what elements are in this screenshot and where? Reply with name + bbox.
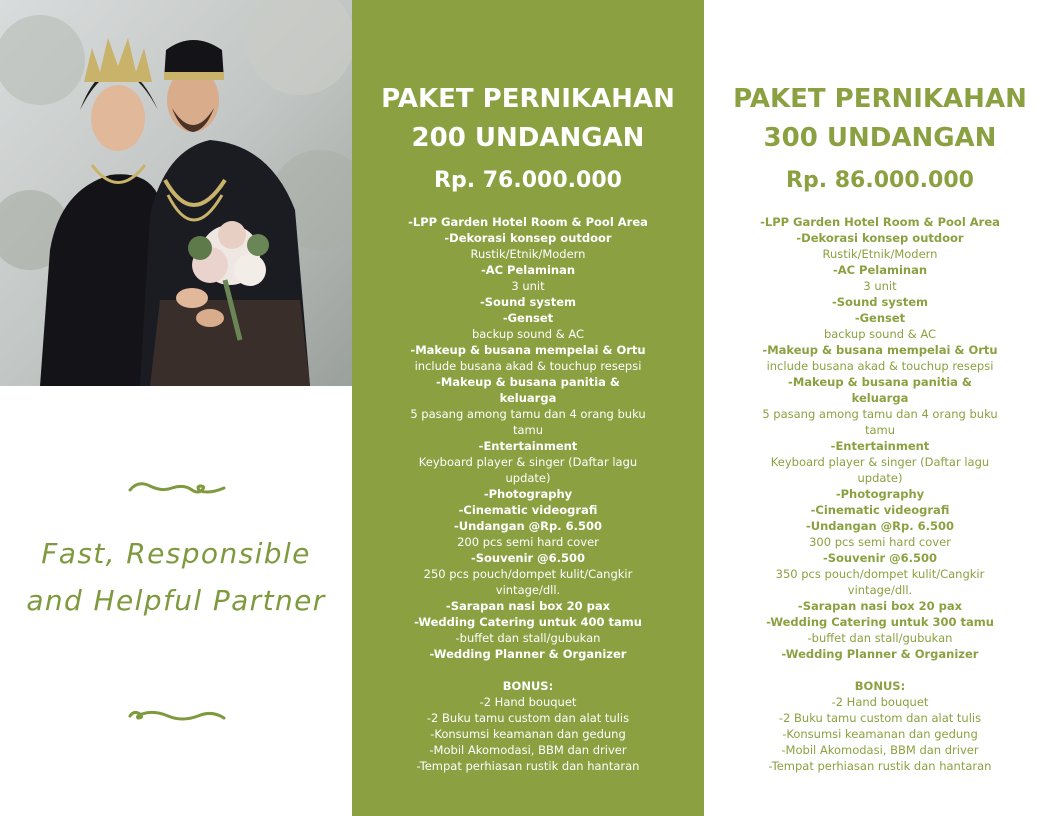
package-items-list [760, 214, 1000, 774]
package-title-line-2: 300 UNDANGAN [763, 123, 997, 153]
package-item: 5 pasang among tamu dan 4 orang buku tamu [762, 407, 998, 437]
bonus-item: -2 Buku tamu custom dan alat tulis [778, 711, 982, 725]
package-item: -Photography [483, 487, 573, 501]
package-item: -Genset [502, 311, 554, 325]
package-title-line-1: PAKET PERNIKAHAN [381, 84, 675, 114]
package-item: 3 unit [863, 279, 897, 293]
bonus-item: -2 Buku tamu custom dan alat tulis [426, 711, 630, 725]
package-item: -LPP Garden Hotel Room & Pool Area [408, 215, 648, 229]
package-price: Rp. 86.000.000 [786, 168, 974, 193]
package-item: -Dekorasi konsep outdoor [796, 231, 964, 245]
package-item: -Dekorasi konsep outdoor [444, 231, 612, 245]
bonus-item: -Tempat perhiasan rustik dan hantaran [768, 759, 992, 773]
package-item: include busana akad & touchup resepsi [414, 359, 642, 373]
package-item: 3 unit [511, 279, 545, 293]
package-item: include busana akad & touchup resepsi [766, 359, 994, 373]
package-item: -Sarapan nasi box 20 pax [797, 599, 963, 613]
package-item: 300 pcs semi hard cover [809, 535, 951, 549]
package-item: -AC Pelaminan [832, 263, 928, 277]
package-item: -Makeup & busana mempelai & Ortu [762, 343, 998, 357]
package-item: -Souvenir @6.500 [822, 551, 938, 565]
package-item: 250 pcs pouch/dompet kulit/Cangkir vintage/dll. [423, 567, 633, 597]
bonus-item: -Tempat perhiasan rustik dan hantaran [416, 759, 640, 773]
package-item: -Entertainment [478, 439, 578, 453]
package-title [352, 80, 704, 158]
package-item: backup sound & AC [471, 327, 585, 341]
bonus-item: -Mobil Akomodasi, BBM dan driver [781, 743, 979, 757]
package-item: -Makeup & busana panitia & keluarga [436, 375, 620, 405]
wedding-couple-photo [0, 0, 353, 386]
flourish-ornament-top [128, 478, 226, 496]
bonus-item: -Konsumsi keamanan dan gedung [782, 727, 978, 741]
package-item: -Makeup & busana panitia & keluarga [788, 375, 972, 405]
tagline-line-2: and Helpful Partner [26, 584, 326, 617]
package-item: -Sound system [479, 295, 577, 309]
package-item: -Undangan @Rp. 6.500 [806, 519, 954, 533]
package-item: -AC Pelaminan [480, 263, 576, 277]
package-item: 5 pasang among tamu dan 4 orang buku tamu [410, 407, 646, 437]
spacer [408, 662, 648, 678]
package-item: -Wedding Catering untuk 400 tamu [414, 615, 642, 629]
left-panel [0, 0, 352, 816]
bonus-item: -2 Hand bouquet [831, 695, 929, 709]
tagline [0, 530, 352, 624]
bonus-label: BONUS: [502, 679, 554, 693]
package-300-panel [704, 0, 1056, 816]
package-200-panel [352, 0, 704, 816]
bonus-item: -2 Hand bouquet [479, 695, 577, 709]
package-price: Rp. 76.000.000 [434, 168, 622, 193]
package-item: -Cinematic videografi [458, 503, 598, 517]
package-item: Keyboard player & singer (Daftar lagu update) [418, 455, 638, 485]
package-title-line-2: 200 UNDANGAN [411, 123, 645, 153]
bonus-item: -Konsumsi keamanan dan gedung [430, 727, 626, 741]
package-item: -Souvenir @6.500 [470, 551, 586, 565]
package-item: -Makeup & busana mempelai & Ortu [410, 343, 646, 357]
package-item: -Wedding Planner & Organizer [781, 647, 979, 661]
package-title-line-1: PAKET PERNIKAHAN [733, 84, 1027, 114]
package-item: -Genset [854, 311, 906, 325]
package-title [704, 80, 1056, 158]
package-item: -Photography [835, 487, 925, 501]
package-item: backup sound & AC [823, 327, 937, 341]
package-item: -LPP Garden Hotel Room & Pool Area [760, 215, 1000, 229]
package-item: Keyboard player & singer (Daftar lagu update) [770, 455, 990, 485]
package-item: -Wedding Catering untuk 300 tamu [766, 615, 994, 629]
package-item: 200 pcs semi hard cover [457, 535, 599, 549]
package-item: Rustik/Etnik/Modern [822, 247, 938, 261]
package-item: Rustik/Etnik/Modern [470, 247, 586, 261]
flourish-ornament-bottom [128, 706, 226, 724]
package-item: -buffet dan stall/gubukan [455, 631, 601, 645]
package-item: -Entertainment [830, 439, 930, 453]
package-item: -buffet dan stall/gubukan [807, 631, 953, 645]
tagline-line-1: Fast, Responsible [41, 537, 311, 570]
package-item: 350 pcs pouch/dompet kulit/Cangkir vintage/dll. [775, 567, 985, 597]
package-item: -Wedding Planner & Organizer [429, 647, 627, 661]
package-item: -Cinematic videografi [810, 503, 950, 517]
package-item: -Undangan @Rp. 6.500 [454, 519, 602, 533]
package-items-list [408, 214, 648, 774]
package-item: -Sound system [831, 295, 929, 309]
bonus-item: -Mobil Akomodasi, BBM dan driver [429, 743, 627, 757]
bonus-label: BONUS: [854, 679, 906, 693]
package-item: -Sarapan nasi box 20 pax [445, 599, 611, 613]
spacer [760, 662, 1000, 678]
